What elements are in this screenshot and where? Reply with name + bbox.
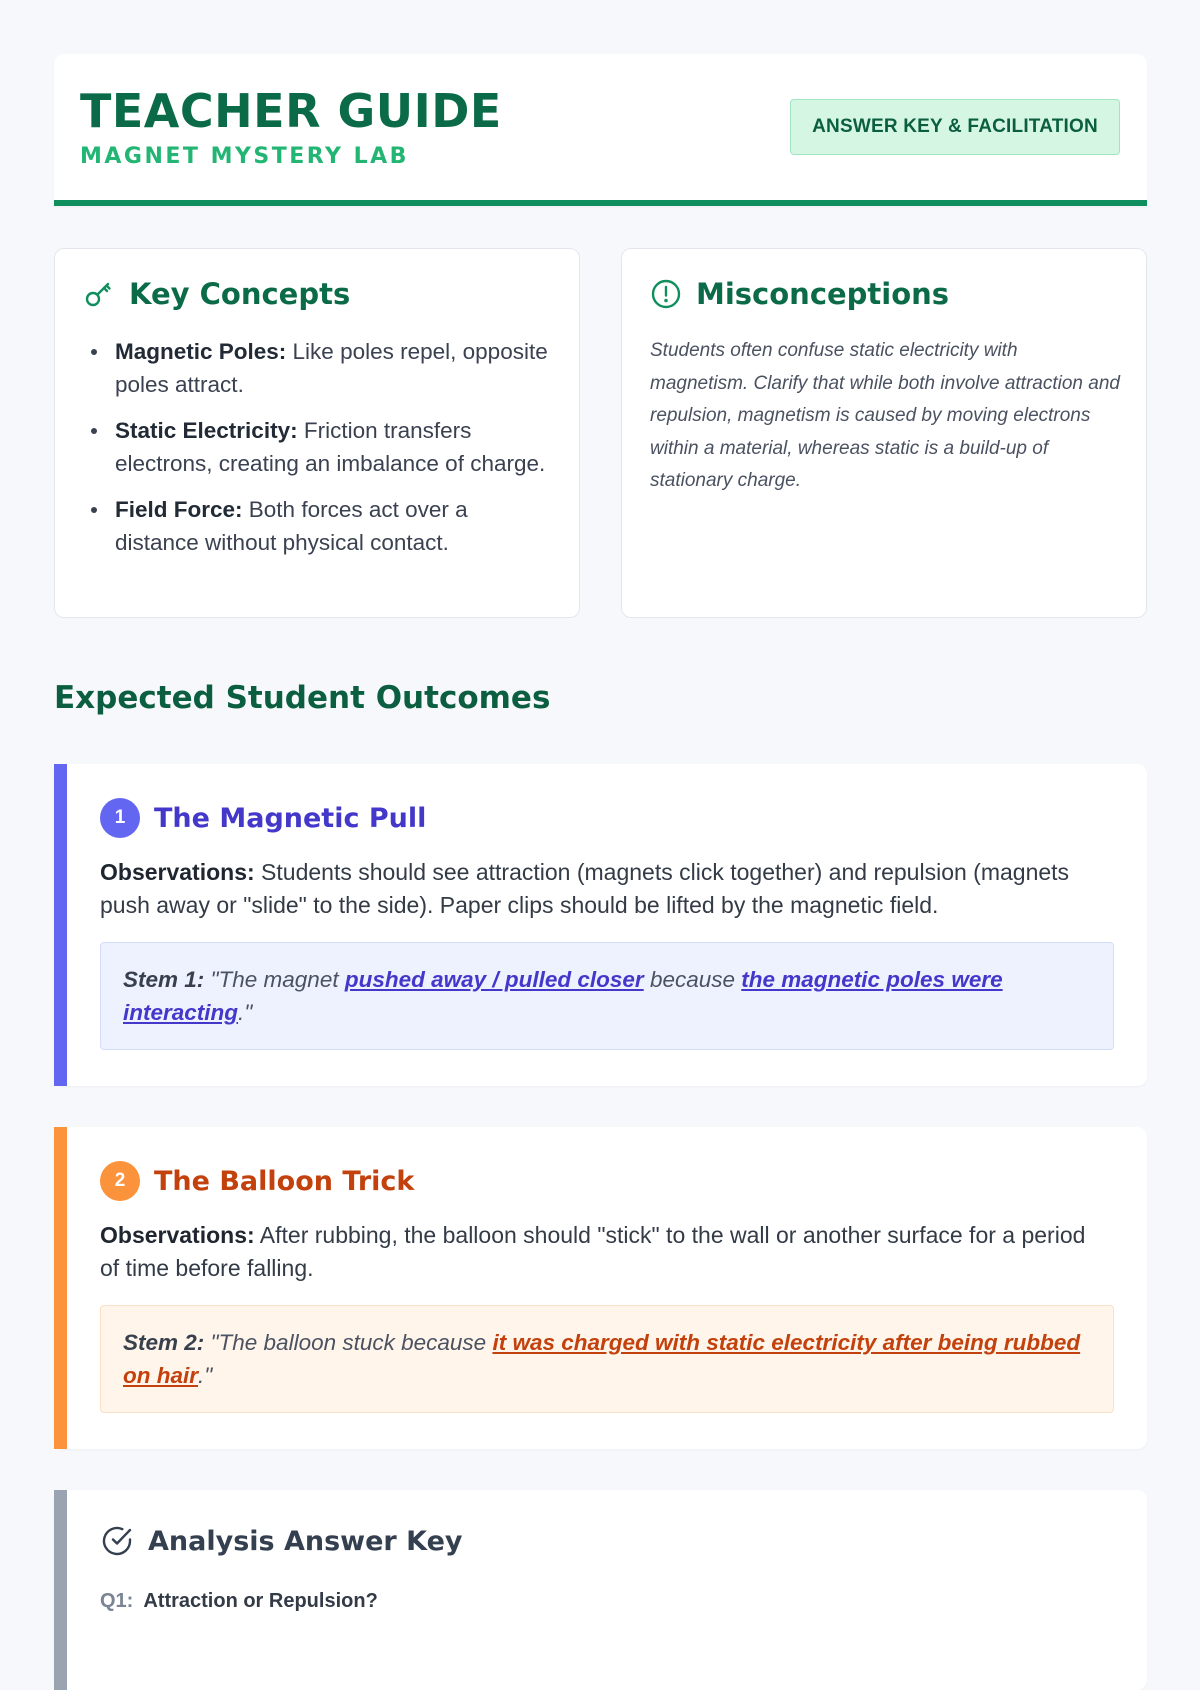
concept-term: Magnetic Poles:	[115, 339, 287, 364]
stem-answer: the magnetic poles were interacting	[123, 967, 1003, 1025]
observations-text	[100, 856, 1100, 922]
list-item	[91, 493, 551, 559]
observations-label: Observations:	[100, 859, 255, 885]
misconceptions-heading	[650, 277, 949, 311]
page-subtitle: MAGNET MYSTERY LAB	[80, 144, 409, 169]
observations-body: After rubbing, the balloon should "stick" to the wall or another surface for a period of time before falling.	[100, 1222, 1086, 1281]
sentence-stem-box	[100, 1305, 1114, 1413]
outcome-heading	[100, 798, 426, 838]
stem-text: "The magnet	[204, 967, 345, 992]
stem-answer: it was charged with static electricity after being rubbed on hair	[123, 1330, 1081, 1388]
page-title: TEACHER GUIDE	[80, 84, 502, 138]
key-concepts-heading	[83, 277, 350, 311]
observations-label: Observations:	[100, 1222, 255, 1248]
misconceptions-title: Misconceptions	[696, 277, 950, 311]
observations-text	[100, 1219, 1100, 1285]
misconceptions-card	[621, 248, 1147, 618]
stem-text: ."	[198, 1363, 213, 1388]
accent-bar	[54, 1127, 67, 1449]
stem-text: "The balloon stuck because	[204, 1330, 493, 1355]
accent-bar	[54, 764, 67, 1086]
key-concepts-title: Key Concepts	[129, 277, 351, 311]
outcome-title: The Magnetic Pull	[154, 802, 427, 834]
stem-text: because	[643, 967, 742, 992]
stem-label: Stem 1:	[123, 967, 205, 992]
outcome-title: The Balloon Trick	[154, 1165, 415, 1197]
concept-text: Like poles repel, opposite poles attract.	[115, 339, 548, 397]
key-concepts-list	[91, 335, 551, 572]
stem-label: Stem 2:	[123, 1330, 205, 1355]
outcome-heading	[100, 1161, 414, 1201]
outcome-balloon-trick	[54, 1127, 1147, 1449]
sentence-stem-box	[100, 942, 1114, 1050]
step-number-badge: 2	[100, 1161, 140, 1201]
list-item	[91, 335, 551, 401]
accent-bar	[54, 1490, 67, 1690]
analysis-title: Analysis Answer Key	[148, 1525, 463, 1557]
analysis-answer-key	[54, 1490, 1147, 1690]
teacher-guide-page	[54, 54, 1147, 1612]
outcomes-section-title: Expected Student Outcomes	[54, 680, 551, 716]
concept-term: Field Force:	[115, 497, 243, 522]
misconceptions-text: Students often confuse static electricity with magnetism. Clarify that while both involve attraction and repulsion, magnetism is caused by moving electrons within a material, whereas static is a build-up of stationary charge.	[650, 340, 1120, 491]
question-row	[100, 1590, 378, 1613]
key-icon	[83, 278, 115, 310]
analysis-heading	[100, 1524, 463, 1558]
stem-text: ."	[238, 1000, 253, 1025]
concept-text: Friction transfers electrons, creating an imbalance of charge.	[115, 418, 546, 476]
outcome-magnetic-pull	[54, 764, 1147, 1086]
question-text: Attraction or Repulsion?	[143, 1590, 378, 1612]
list-item	[91, 414, 551, 480]
answer-key-badge: ANSWER KEY & FACILITATION	[790, 99, 1120, 155]
observations-body: Students should see attraction (magnets click together) and repulsion (magnets push away or "slide" to the side). Paper clips should be lifted by the magnetic field.	[100, 859, 1070, 918]
step-number-badge: 1	[100, 798, 140, 838]
concept-term: Static Electricity:	[115, 418, 298, 443]
stem-answer: pushed away / pulled closer	[344, 967, 644, 992]
key-concepts-card	[54, 248, 580, 618]
alert-circle-icon	[650, 278, 682, 310]
concept-text: Both forces act over a distance without physical contact.	[115, 497, 468, 555]
question-number: Q1:	[100, 1590, 134, 1612]
info-cards-row	[54, 248, 1147, 618]
check-circle-icon	[100, 1524, 134, 1558]
guide-header	[54, 54, 1147, 206]
